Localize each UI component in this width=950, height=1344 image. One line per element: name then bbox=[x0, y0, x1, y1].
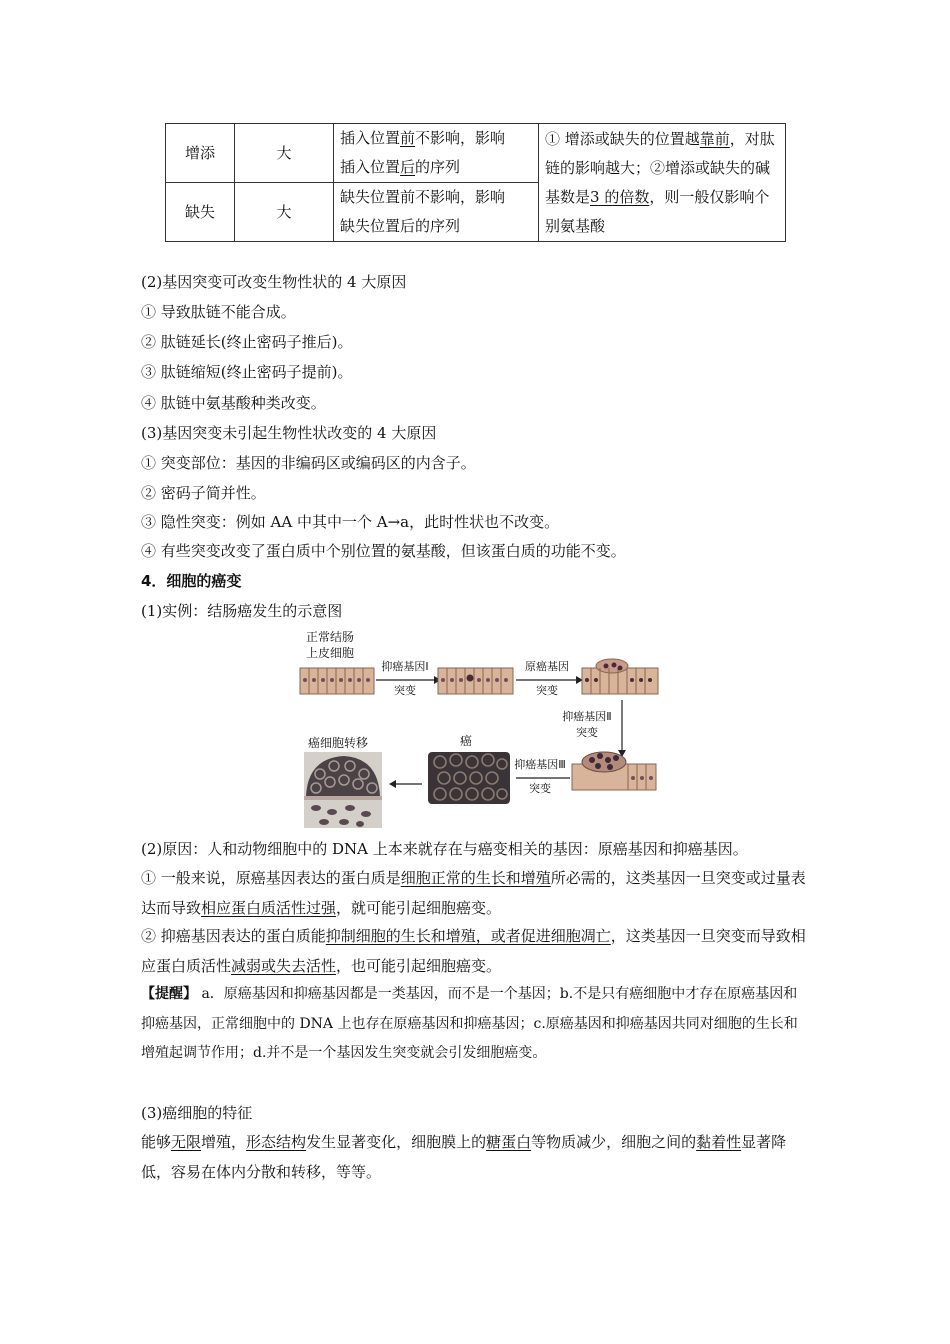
list-item: ② 密码子简并性。 bbox=[141, 484, 266, 502]
mutation-type-cell: 增添 bbox=[166, 124, 235, 183]
list-item: ③ 肽链缩短(终止密码子提前)。 bbox=[141, 363, 353, 381]
tip-paragraph bbox=[141, 980, 811, 1069]
proliferating-epithelium-image bbox=[582, 659, 658, 694]
normal-epithelium-image bbox=[300, 668, 374, 694]
section-heading: (2)基因突变可改变生物性状的 4 大原因 bbox=[141, 273, 407, 291]
effect-desc-cell: 插入位置前不影响，影响 插入位置后的序列 bbox=[334, 124, 539, 183]
table-row bbox=[166, 124, 786, 183]
features-paragraph: 能够无限增殖，形态结构发生显著变化，细胞膜上的糖蛋白等物质减少，细胞之间的黏着性显著降低，容易在体内分散和转移，等等。 bbox=[141, 1133, 787, 1181]
cause-heading: (2)原因：人和动物细胞中的 DNA 上本来就存在与癌变相关的基因：原癌基因和抑癌基因。 bbox=[141, 840, 748, 858]
list-item: ① 导致肽链不能合成。 bbox=[141, 303, 296, 321]
arrow2-label: 原癌基因 bbox=[525, 660, 569, 673]
arrow4-sublabel: 突变 bbox=[529, 782, 551, 795]
section-heading: (3)基因突变未引起生物性状改变的 4 大原因 bbox=[141, 424, 437, 442]
effect-size-cell: 大 bbox=[235, 183, 334, 242]
cancer-mass-image bbox=[428, 752, 510, 804]
arrow2-sublabel: 突变 bbox=[536, 684, 558, 697]
effect-desc-cell: 缺失位置前不影响，影响 缺失位置后的序列 bbox=[334, 183, 539, 242]
adenoma-image bbox=[572, 752, 656, 790]
section-heading: 4．细胞的癌变 bbox=[141, 572, 242, 590]
list-item: ① 突变部位：基因的非编码区或编码区的内含子。 bbox=[141, 454, 476, 472]
colon-cancer-diagram bbox=[298, 628, 670, 828]
metastasis-image bbox=[304, 752, 382, 828]
cause-paragraph-1: ① 一般来说，原癌基因表达的蛋白质是细胞正常的生长和增殖所必需的，这类基因一旦突变或过量表达而导致相应蛋白质活性过强，就可能引起细胞癌变。 bbox=[141, 869, 806, 917]
effect-size-cell: 大 bbox=[235, 124, 334, 183]
list-item: ④ 有些突变改变了蛋白质中个别位置的氨基酸，但该蛋白质的功能不变。 bbox=[141, 542, 626, 560]
mutation-effect-table bbox=[165, 123, 786, 242]
example-heading: (1)实例：结肠癌发生的示意图 bbox=[141, 602, 343, 620]
cancer-label: 癌 bbox=[460, 734, 473, 748]
list-item: ③ 隐性突变：例如 AA 中其中一个 A→a，此时性状也不改变。 bbox=[141, 513, 560, 531]
arrow3-sublabel: 突变 bbox=[576, 726, 598, 739]
mutated-epithelium-image bbox=[438, 668, 513, 694]
normal-cell-label: 正常结肠 bbox=[306, 630, 355, 644]
arrow4-label: 抑癌基因Ⅲ bbox=[514, 758, 566, 771]
tip-text: a．原癌基因和抑癌基因都是一类基因，而不是一个基因；b.不是只有癌细胞中才存在原癌基因和抑癌基因，正常细胞中的 DNA 上也存在原癌基因和抑癌基因；c.原癌基因和抑癌基因共同对细胞的生长和增殖起调节作用；d.并不是一个基因发生突变就会引发细胞癌变。 bbox=[141, 986, 798, 1061]
list-item: ② 肽链延长(终止密码子推后)。 bbox=[141, 333, 353, 351]
table-note-cell: ① 增添或缺失的位置越靠前，对肽链的影响越大；②增添或缺失的碱基数是3 的倍数，则一般仅影响个别氨基酸 bbox=[539, 124, 786, 242]
mutation-type-cell: 缺失 bbox=[166, 183, 235, 242]
cause-paragraph-2: ② 抑癌基因表达的蛋白质能抑制细胞的生长和增殖，或者促进细胞凋亡，这类基因一旦突变而导致相应蛋白质活性减弱或失去活性，也可能引起细胞癌变。 bbox=[141, 927, 806, 975]
arrow1-label: 抑癌基因Ⅰ bbox=[381, 660, 429, 673]
tip-label: 【提醒】 bbox=[141, 986, 197, 1002]
list-item: ④ 肽链中氨基酸种类改变。 bbox=[141, 394, 326, 412]
arrow1-sublabel: 突变 bbox=[394, 684, 416, 697]
arrow3-label: 抑癌基因Ⅱ bbox=[562, 710, 612, 723]
metastasis-label: 癌细胞转移 bbox=[308, 736, 369, 750]
features-heading: (3)癌细胞的特征 bbox=[141, 1104, 253, 1122]
normal-cell-label: 上皮细胞 bbox=[306, 646, 355, 660]
